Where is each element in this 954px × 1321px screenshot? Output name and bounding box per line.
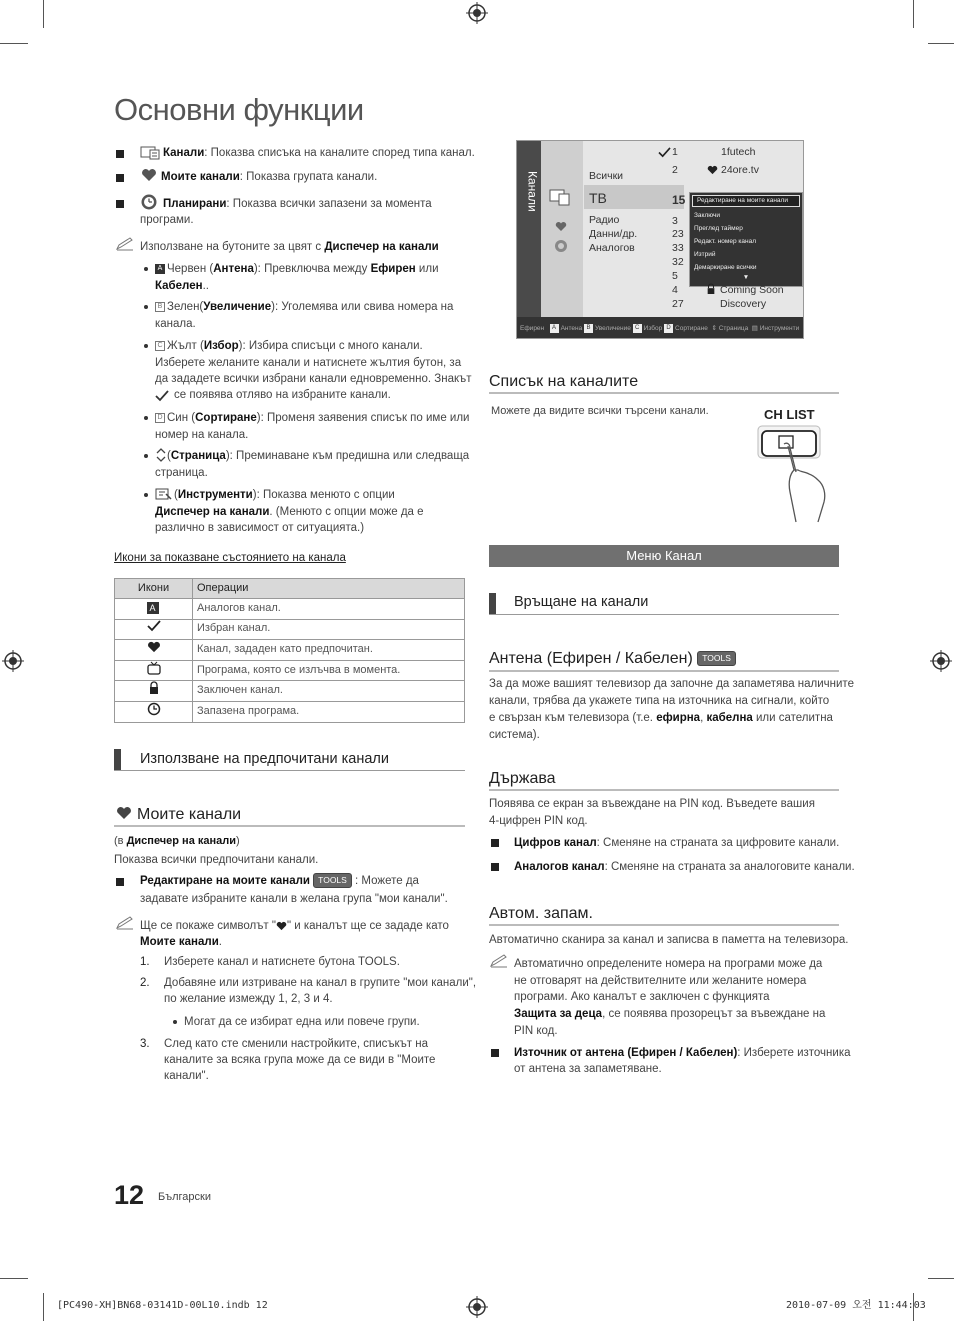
tv-menu-item[interactable]: Демаркиране всички: [694, 264, 757, 271]
sub-tools-line2: Диспечер на канали. (Менюто с опции може да е: [155, 506, 424, 518]
table-header: Операции: [193, 579, 465, 599]
section-rule: [489, 789, 839, 791]
antenna-desc-line1: За да може вашият телевизор да започне да запаметява наличните: [489, 678, 854, 690]
step-sub: Могат да се избират една или повече групи.: [184, 1016, 420, 1028]
tv-menu-item[interactable]: Изтрий: [694, 251, 716, 258]
table-row: [115, 660, 465, 681]
section-bar: [114, 749, 121, 770]
antenna-source: Източник от антена (Ефирен / Кабелен): Изберете източника: [514, 1047, 851, 1059]
country-desc-line1: Появява се екран за въвеждане на PIN код. Въведете вашия: [489, 798, 815, 810]
section-rule: [114, 825, 465, 827]
tv-ch-num: 27: [672, 298, 684, 310]
table-cell: Избран канал.: [193, 619, 465, 640]
heart-icon: [276, 921, 287, 931]
sub-yellow: C Жълт (Избор): Избира списъци с много канали.: [155, 338, 423, 355]
bullet-scheduled-line2: програми.: [140, 214, 194, 226]
sub-yellow-line2: Изберете желаните канали и натиснете жълтия бутон, за: [155, 357, 462, 369]
tv-ch-num: 32: [672, 256, 684, 268]
crop-mark: [43, 1293, 44, 1321]
tv-cat: Радио: [589, 214, 620, 226]
step-text: Изберете канал и натиснете бутона TOOLS.: [164, 956, 400, 968]
tv-icon-column: [541, 141, 583, 317]
registration-mark-icon: [466, 1296, 488, 1318]
bullet-square: [491, 863, 499, 871]
sub-tools-line3: различно в зависимост от ситуацията.): [155, 522, 365, 534]
heart-icon: [707, 165, 718, 175]
antenna-desc-line4: система).: [489, 729, 540, 741]
tv-ch-name: Discovery: [720, 298, 767, 310]
bullet-dot: [144, 454, 148, 458]
step-number: 1.: [140, 956, 150, 968]
antenna-source-line2: от антена за запаметяване.: [514, 1063, 662, 1075]
status-icons-table: [114, 578, 465, 723]
tv-tools-menu: [689, 192, 803, 287]
tv-ch-num: 3: [672, 215, 678, 227]
antenna-desc-line3: е свързан към телевизора (т.е. ефирна, кабелна или сателитна: [489, 712, 833, 724]
sub-page-line2: страница.: [155, 467, 208, 479]
tv-ch-num: 1: [672, 146, 678, 158]
tv-menu-item[interactable]: Редакт. номер канал: [694, 238, 757, 245]
table-cell: Заключен канал.: [193, 681, 465, 702]
auto-store-title: Автом. запам.: [489, 905, 593, 922]
section-rule: [489, 614, 839, 615]
bullet-channels: Канали: Показва списъка на каналите според типа канал.: [163, 147, 475, 159]
crop-mark: [43, 0, 44, 28]
step-number: 3.: [140, 1038, 150, 1050]
ch-list-button-label: CH LIST: [764, 407, 815, 422]
table-row: [115, 702, 465, 723]
table-cell: Програма, която се излъчва в момента.: [193, 660, 465, 681]
step-text: Добавяне или изтриване на канал в групите "мои канали",: [164, 977, 477, 989]
check-icon: [155, 390, 169, 402]
heart-icon: [555, 221, 567, 232]
note-heart: Ще се покаже символът " " и каналът ще се зададе като: [140, 920, 449, 932]
sub-blue-line2: номер на канала.: [155, 429, 249, 441]
sub-red: A Червен (Антена): Превключва между Ефирен или: [155, 261, 439, 278]
tv-sidebar-label: Канали: [525, 171, 540, 212]
tv-sidebar: [517, 141, 541, 317]
step-text-line3: канали".: [164, 1070, 209, 1082]
bullet-square: [116, 174, 124, 182]
crop-mark: [928, 1278, 954, 1279]
sub-yellow-line4: се появява отляво на избраните канали.: [174, 389, 391, 401]
tv-cat-selected: ТВ: [589, 190, 607, 206]
tv-channel-screen: [516, 140, 804, 339]
tv-ch-num: 2: [672, 164, 678, 176]
sub-blue: D Син (Сортиране): Променя заявения списък по име или: [155, 410, 469, 427]
bullet-square: [491, 839, 499, 847]
return-channels-title: Връщане на канали: [514, 594, 649, 610]
page-language: Български: [158, 1191, 211, 1203]
tv-ch-num: 33: [672, 242, 684, 254]
bullet-square: [491, 1049, 499, 1057]
bullet-dot: [144, 416, 148, 420]
table-header-row: [115, 579, 465, 599]
tv-bottom-bar: Ефирен A Антена B Увеличение C Избор D Сортиране ⇕ Страница ▤ Инструменти: [517, 317, 804, 339]
hand-pressing-ch-list-icon: [754, 422, 828, 524]
crop-mark: [928, 43, 954, 44]
footer-datetime: 2010-07-09 오전 11:44:03: [786, 1300, 926, 1311]
note-pencil-icon: [490, 954, 508, 968]
tv-ch-name: 24ore.tv: [721, 164, 759, 176]
bullet-dot: [144, 344, 148, 348]
page-updown-icon: [155, 448, 167, 462]
tv-ch-num: 5: [672, 270, 678, 282]
bullet-square: [116, 150, 124, 158]
my-channels-path: (в Диспечер на канали): [114, 835, 240, 847]
step-text-line2: каналите за всяка група може да се види в "Моите: [164, 1054, 436, 1066]
my-channels-title: Моите канали: [137, 806, 242, 823]
table-row: [115, 681, 465, 702]
tv-ch-num: 23: [672, 228, 684, 240]
section-rule: [489, 392, 839, 394]
tv-menu-item-selected[interactable]: Редактиране на моите канали: [692, 195, 800, 207]
tv-ch-name: 1futech: [721, 146, 756, 158]
table-row: [115, 599, 465, 620]
my-channels-desc: Показва всички предпочитани канали.: [114, 854, 319, 866]
crop-mark: [913, 0, 914, 28]
step-text: След като сте сменили настройките, списъкът на: [164, 1038, 428, 1050]
registration-mark-icon: [466, 2, 488, 24]
tv-icon: [146, 661, 162, 675]
antenna-title: Антена (Ефирен / Кабелен) TOOLS: [489, 647, 736, 670]
bullet-scheduled: Планирани: Показва всички запазени за момента: [163, 198, 432, 210]
bullet-square: [116, 878, 124, 886]
bullet-dot: [144, 493, 148, 497]
tools-badge: TOOLS: [313, 873, 352, 888]
tools-badge: TOOLS: [697, 651, 736, 666]
check-icon: [147, 620, 161, 632]
note-heart-line2: Моите канали.: [140, 936, 222, 948]
sub-green-line2: канала.: [155, 318, 196, 330]
step-text-line2: по желание измежду 1, 2, 3 и 4.: [164, 993, 333, 1005]
tv-menu-scroll-down-icon: ▼: [742, 274, 750, 281]
sub-page: (Страница): Преминаване към предишна или следваща: [167, 450, 470, 462]
auto-note-line3: програми. Ако каналът е заключен с функцията: [514, 991, 770, 1003]
section-rule: [114, 770, 465, 771]
country-title: Държава: [489, 770, 556, 787]
tv-cat: Аналогов: [589, 242, 635, 254]
tv-cat: Всички: [589, 170, 624, 182]
tv-ch-num: 4: [672, 284, 678, 296]
auto-note-line4: Защита за деца, се появява прозорецът за въвеждане на: [514, 1008, 826, 1020]
sub-red-line2: Кабелен..: [155, 280, 209, 292]
section-bar: [489, 593, 496, 614]
tools-icon: [155, 487, 173, 501]
bullet-dot: [144, 305, 148, 309]
lock-icon: [148, 681, 160, 695]
country-desc-line2: 4-цифрен PIN код.: [489, 815, 588, 827]
lock-icon: [706, 283, 716, 295]
registration-mark-icon: [930, 650, 952, 672]
channel-list-title: Списък на каналите: [489, 373, 639, 390]
sub-yellow-line3: да зададете всички избрани канали едновременно. Знакът: [155, 373, 472, 385]
clock-icon: [140, 193, 158, 211]
table-cell: Запазена програма.: [193, 702, 465, 723]
crop-mark: [0, 43, 28, 44]
table-row: [115, 619, 465, 640]
auto-note-line2: не отговарят на действителните или желаните номера: [514, 975, 807, 987]
auto-note-line5: PIN код.: [514, 1025, 558, 1037]
check-icon: [658, 147, 671, 158]
channel-list-desc: Можете да видите всички търсени канали.: [491, 405, 709, 417]
country-analog: Аналогов канал: Сменяне на страната за аналоговите канали.: [514, 861, 855, 873]
bullet-dot: [173, 1020, 177, 1024]
page-number: 12: [114, 1180, 145, 1210]
table-header: Икони: [115, 579, 193, 599]
table-cell: Аналогов канал.: [193, 599, 465, 620]
note-color-buttons: Използване на бутоните за цвят с Диспечер на канали: [140, 241, 439, 253]
analog-icon: A: [147, 602, 159, 614]
bullet-dot: [144, 267, 148, 271]
channel-list-icon: [140, 144, 160, 160]
footer-file: [PC490-XH]BN68-03141D-00L10.indb 12: [57, 1300, 268, 1311]
registration-mark-icon: [2, 650, 24, 672]
antenna-desc-line2: канали, трябва да укажете типа на източника на сигнали, който: [489, 695, 830, 707]
bullet-my-channels: Моите канали: Показва групата канали.: [161, 171, 378, 183]
table-cell: Канал, зададен като предпочитан.: [193, 640, 465, 661]
crop-mark: [0, 1278, 28, 1279]
bullet-square: [116, 200, 124, 208]
channel-list-icon: [549, 187, 571, 207]
table-caption: Икони за показване състоянието на канала: [114, 552, 346, 564]
clock-icon: [554, 239, 568, 253]
section-rule: [489, 670, 839, 672]
country-digital: Цифров канал: Сменяне на страната за цифровите канали.: [514, 837, 840, 849]
clock-icon: [147, 702, 161, 716]
heart-icon: [147, 641, 161, 653]
heart-icon: [116, 806, 132, 820]
edit-my-channels-line2: задавате избраните канали в желана група "мои канали".: [140, 893, 448, 905]
sub-tools: (Инструменти): Показва менюто с опции: [174, 489, 395, 501]
tv-ch-num: 15: [672, 193, 686, 207]
edit-my-channels: Редактиране на моите канали TOOLS : Можете да: [140, 875, 419, 887]
section-favourites-title: Използване на предпочитани канали: [140, 751, 389, 767]
tv-menu-item[interactable]: Преглед таймер: [694, 225, 743, 232]
section-rule: [489, 924, 839, 926]
channel-menu-banner: Меню Канал: [489, 545, 839, 567]
page-title: Основни функции: [114, 92, 364, 127]
heart-icon: [141, 168, 157, 182]
note-pencil-icon: [116, 916, 134, 930]
tv-menu-item[interactable]: Заключи: [694, 212, 720, 219]
table-row: [115, 640, 465, 661]
sub-green: B Зелен(Увеличение): Уголемява или свива номера на: [155, 299, 453, 316]
tv-cat: Данни/др.: [589, 228, 638, 240]
note-pencil-icon: [116, 237, 134, 251]
tv-ch-name: Coming Soon: [720, 284, 784, 296]
step-number: 2.: [140, 977, 150, 989]
auto-note-line1: Автоматично определените номера на програми може да: [514, 958, 823, 970]
auto-store-desc: Автоматично сканира за канал и записва в паметта на телевизора.: [489, 934, 849, 946]
